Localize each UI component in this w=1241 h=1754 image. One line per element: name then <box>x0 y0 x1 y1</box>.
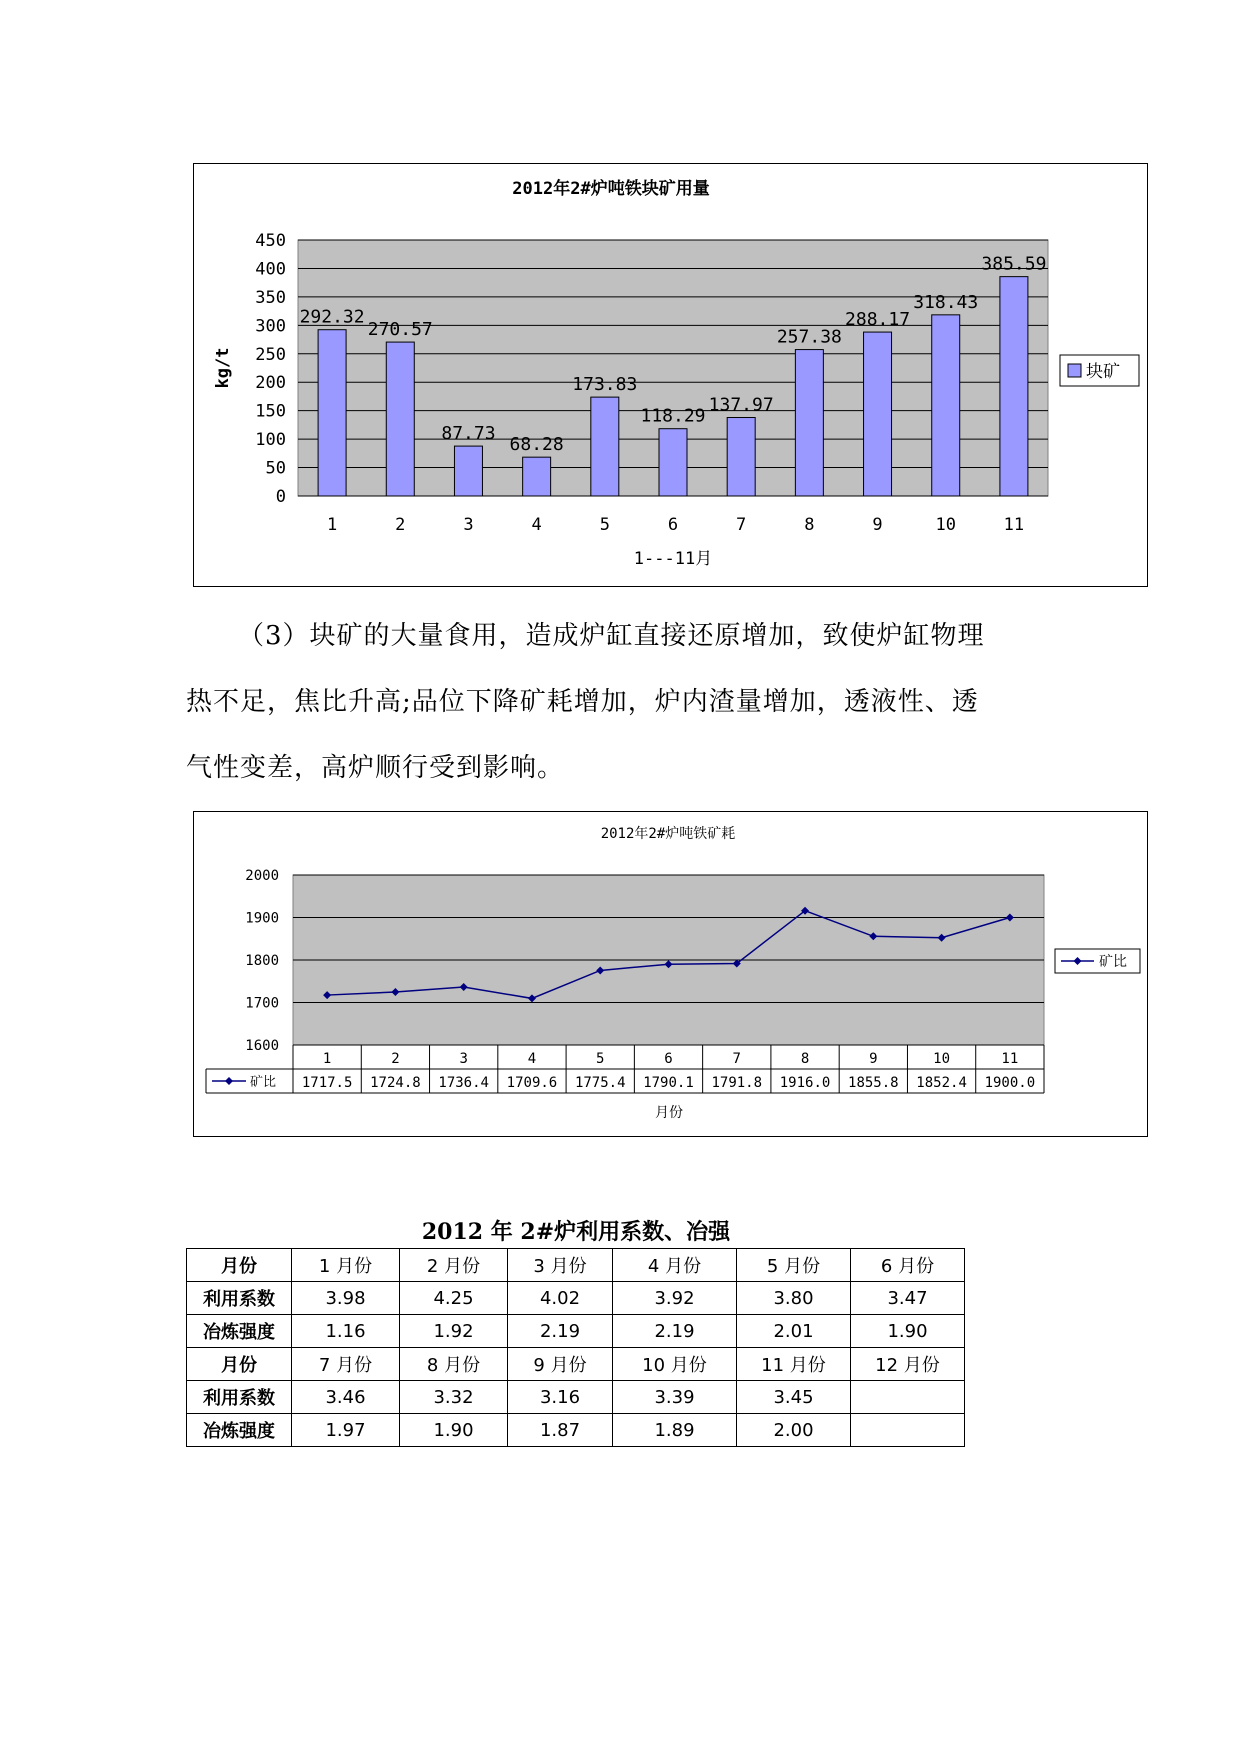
x-tick-label: 6 <box>667 515 679 535</box>
table-cell: 3.47 <box>851 1282 965 1315</box>
table-value: 1717.5 <box>301 1075 353 1091</box>
table-row <box>187 1381 965 1414</box>
bar <box>318 330 346 496</box>
table-value: 1736.4 <box>438 1075 489 1091</box>
table-cell: 6 月份 <box>851 1249 965 1282</box>
table-row <box>187 1348 965 1381</box>
bar <box>1000 277 1028 496</box>
x-axis-label: 月份 <box>655 1105 683 1121</box>
y-tick-label: 150 <box>255 401 286 422</box>
table-cell: 2.00 <box>737 1414 851 1447</box>
y-tick-label: 0 <box>275 487 286 507</box>
table-cell: 3.98 <box>292 1282 400 1315</box>
table-cell: 4.25 <box>400 1282 508 1315</box>
x-tick-label: 11 <box>1003 515 1025 535</box>
bar <box>386 342 414 496</box>
table-cell: 1.16 <box>292 1315 400 1348</box>
y-tick-label: 2000 <box>245 868 279 884</box>
table-value: 1709.6 <box>506 1075 558 1091</box>
x-tick-label: 1 <box>326 515 338 535</box>
table-cell: 12 月份 <box>851 1348 965 1381</box>
data-label: 118.29 <box>640 405 706 427</box>
table-cell: 2.19 <box>613 1315 737 1348</box>
x-tick-label: 2 <box>395 515 406 535</box>
x-tick-label: 3 <box>463 515 474 535</box>
y-tick-label: 300 <box>255 316 286 337</box>
bar <box>591 397 619 496</box>
legend-label: 块矿 <box>1086 362 1120 382</box>
y-tick-label: 1600 <box>245 1038 279 1054</box>
table-cell: 3.92 <box>613 1282 737 1315</box>
table-cell: 8 月份 <box>400 1348 508 1381</box>
x-tick-label: 6 <box>664 1051 673 1067</box>
row-header-cell: 月份 <box>187 1249 292 1282</box>
table-value: 1724.8 <box>370 1075 421 1091</box>
paragraph-line: 气性变差，高炉顺行受到影响。 <box>186 753 565 783</box>
x-axis-label: 1---11月 <box>633 549 713 569</box>
table-cell: 1.89 <box>613 1414 737 1447</box>
data-label: 270.57 <box>367 319 433 341</box>
bar <box>523 457 551 496</box>
row-header-cell: 冶炼强度 <box>187 1414 292 1447</box>
table-cell: 4.02 <box>508 1282 613 1315</box>
x-tick-label: 10 <box>933 1051 951 1067</box>
chart-title: 2012年2#炉吨铁矿耗 <box>600 826 736 842</box>
table-legend-marker <box>225 1077 233 1085</box>
table-row <box>187 1249 965 1282</box>
x-tick-label: 4 <box>531 515 542 535</box>
row-header-cell: 月份 <box>187 1348 292 1381</box>
table-cell: 3.80 <box>737 1282 851 1315</box>
utilization-table <box>186 1248 965 1447</box>
table-cell: 1.90 <box>851 1315 965 1348</box>
data-label: 318.43 <box>913 291 979 313</box>
legend-label: 矿比 <box>1099 954 1127 970</box>
data-label: 257.38 <box>776 326 842 348</box>
x-tick-label: 5 <box>599 515 610 535</box>
x-tick-label: 11 <box>1001 1051 1019 1067</box>
y-tick-label: 1800 <box>245 953 279 969</box>
table-row <box>187 1315 965 1348</box>
paragraph-line: 热不足，焦比升高;品位下降矿耗增加，炉内渣量增加，透液性、透 <box>186 687 979 717</box>
data-label: 173.83 <box>572 374 638 396</box>
table-value: 1790.1 <box>643 1075 694 1091</box>
body-paragraph <box>186 603 1066 801</box>
table-cell: 1.87 <box>508 1414 613 1447</box>
y-tick-label: 100 <box>255 430 286 451</box>
table-legend-label: 矿比 <box>250 1075 277 1090</box>
data-label: 288.17 <box>845 309 911 331</box>
bar <box>659 429 687 496</box>
data-label: 385.59 <box>981 253 1047 275</box>
data-label: 68.28 <box>509 434 564 456</box>
x-tick-label: 2 <box>391 1051 400 1067</box>
x-tick-label: 7 <box>736 515 747 535</box>
x-tick-label: 3 <box>459 1051 468 1067</box>
table-cell <box>851 1381 965 1414</box>
table-value: 1916.0 <box>779 1075 831 1091</box>
bar <box>454 446 482 496</box>
x-tick-label: 8 <box>804 515 815 535</box>
bar <box>795 350 823 496</box>
table-cell: 4 月份 <box>613 1249 737 1282</box>
y-tick-label: 50 <box>265 458 286 479</box>
table-cell: 3.46 <box>292 1381 400 1414</box>
bar <box>864 332 892 496</box>
data-label: 137.97 <box>708 394 774 416</box>
table-cell: 3.32 <box>400 1381 508 1414</box>
data-label: 292.32 <box>299 306 365 328</box>
x-tick-label: 9 <box>869 1051 878 1067</box>
table-value: 1791.8 <box>711 1075 763 1091</box>
x-tick-label: 7 <box>732 1051 741 1067</box>
table-cell: 2.19 <box>508 1315 613 1348</box>
x-tick-label: 10 <box>935 515 956 535</box>
table-cell: 10 月份 <box>613 1348 737 1381</box>
table-value: 1900.0 <box>984 1075 1036 1091</box>
bar <box>932 315 960 496</box>
table-cell: 1 月份 <box>292 1249 400 1282</box>
table-value: 1855.8 <box>848 1075 899 1091</box>
y-tick-label: 200 <box>255 373 286 394</box>
x-tick-label: 8 <box>800 1051 810 1067</box>
row-header-cell: 冶炼强度 <box>187 1315 292 1348</box>
y-tick-label: 400 <box>255 259 286 280</box>
table-cell: 3.16 <box>508 1381 613 1414</box>
table-cell: 11 月份 <box>737 1348 851 1381</box>
x-tick-label: 5 <box>596 1051 605 1067</box>
table-cell: 3.45 <box>737 1381 851 1414</box>
table-cell <box>851 1414 965 1447</box>
ore-consumption-line-chart <box>194 812 1146 1135</box>
table-cell: 2.01 <box>737 1315 851 1348</box>
data-label: 87.73 <box>441 423 496 445</box>
legend <box>1055 949 1140 973</box>
table-row <box>187 1414 965 1447</box>
x-tick-label: 1 <box>322 1051 332 1067</box>
ore-consumption-chart-frame <box>193 811 1148 1137</box>
legend <box>1060 355 1139 386</box>
table-cell: 7 月份 <box>292 1348 400 1381</box>
table-row <box>187 1282 965 1315</box>
table-cell: 2 月份 <box>400 1249 508 1282</box>
table-cell: 9 月份 <box>508 1348 613 1381</box>
y-tick-label: 350 <box>255 287 286 308</box>
legend-swatch <box>1068 364 1081 377</box>
table-value: 1775.4 <box>574 1075 626 1091</box>
table-value: 1852.4 <box>916 1075 967 1091</box>
paragraph-line: （3）块矿的大量食用，造成炉缸直接还原增加，致使炉缸物理 <box>238 621 985 651</box>
table-cell: 1.97 <box>292 1414 400 1447</box>
y-tick-label: 1900 <box>245 910 279 927</box>
y-axis-label: kg/t <box>213 347 233 389</box>
y-tick-label: 450 <box>255 231 286 251</box>
chart-title: 2012年2#炉吨铁块矿用量 <box>512 179 710 199</box>
table-cell: 1.90 <box>400 1414 508 1447</box>
table-cell: 3.39 <box>613 1381 737 1414</box>
row-header-cell: 利用系数 <box>187 1381 292 1414</box>
x-tick-label: 9 <box>872 515 883 535</box>
y-tick-label: 250 <box>255 344 286 365</box>
table-cell: 5 月份 <box>737 1249 851 1282</box>
row-header-cell: 利用系数 <box>187 1282 292 1315</box>
table-cell: 3 月份 <box>508 1249 613 1282</box>
table-title: 2012 年 2#炉利用系数、冶强 <box>421 1219 731 1245</box>
table-cell: 1.92 <box>400 1315 508 1348</box>
x-tick-label: 4 <box>527 1051 537 1067</box>
y-tick-label: 1700 <box>245 995 279 1012</box>
ore-usage-bar-chart <box>194 164 1146 585</box>
bar <box>727 418 755 496</box>
ore-usage-chart-frame <box>193 163 1148 587</box>
